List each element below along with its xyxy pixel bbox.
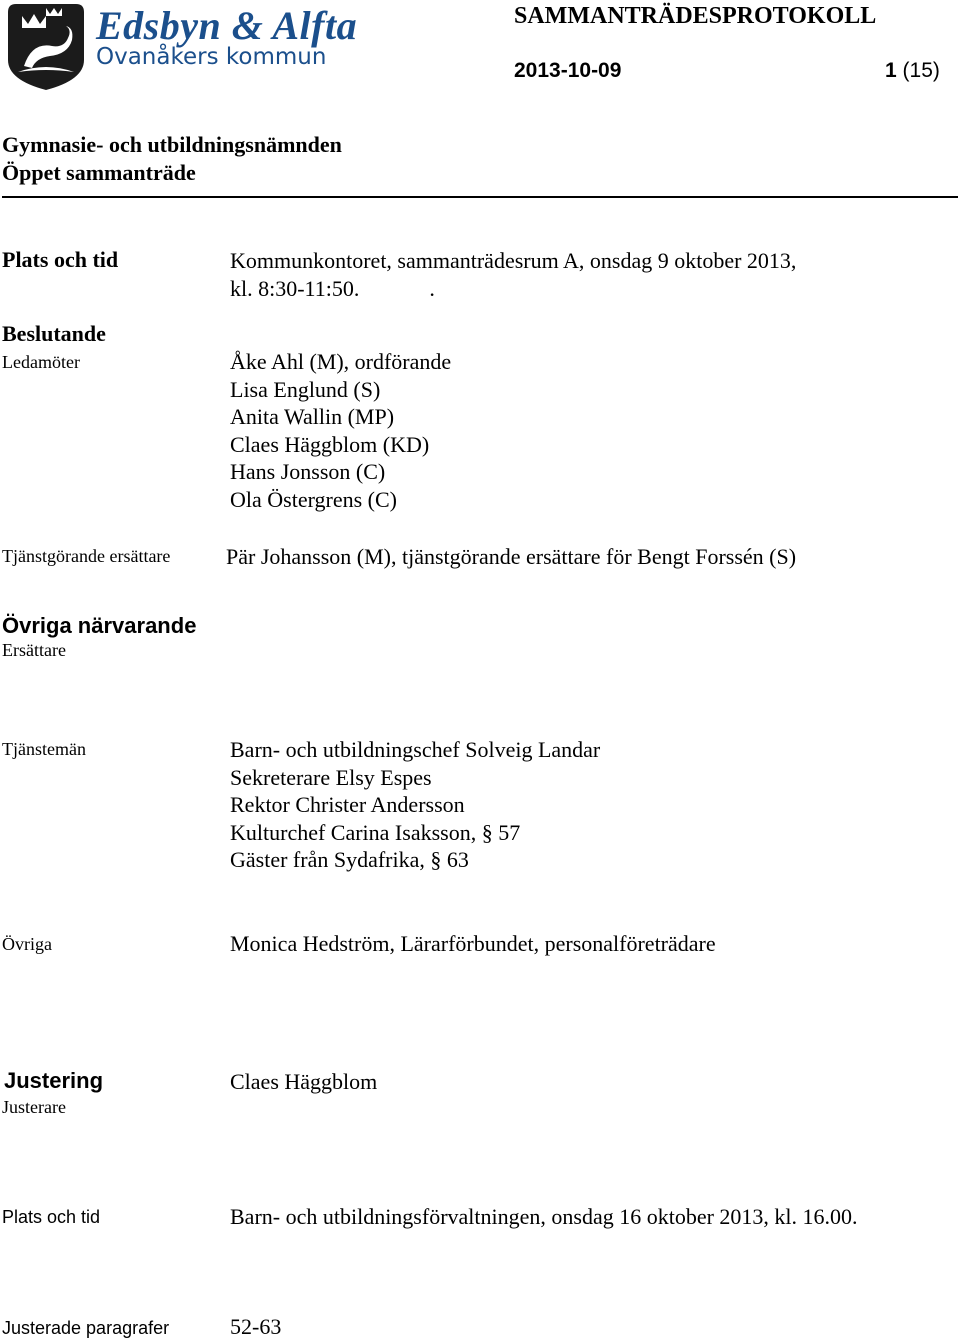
swan-emblem-icon: [2, 2, 90, 92]
plats-line-2: kl. 8:30-11:50. .: [230, 275, 435, 301]
document-date: 2013-10-09: [514, 59, 622, 82]
header-divider: [2, 196, 958, 198]
plats-och-tid-label: Plats och tid: [2, 247, 119, 272]
organ-name: Gymnasie- och utbildningsnämnden: [2, 132, 342, 157]
plats-line-2-dot: .: [429, 275, 435, 301]
tjanstgorande-ersattare-value: Pär Johansson (M), tjänstgörande ersättare för Bengt Forssén (S): [226, 544, 797, 569]
plats-och-tid-value: [230, 247, 796, 302]
tjansteman-list: [230, 736, 600, 874]
page-number: 1: [885, 59, 897, 82]
municipality-logo: [2, 2, 382, 92]
logo-subtitle: Ovanåkers kommun: [96, 44, 327, 70]
plats-line-1: Kommunkontoret, sammanträdesrum A, onsdag 9 oktober 2013,: [230, 248, 797, 273]
ersattare-label: Ersättare: [2, 640, 66, 660]
justering-plats-label: Plats och tid: [2, 1207, 101, 1227]
ovriga-label: Övriga: [2, 934, 52, 954]
tjansteman-item: Rektor Christer Andersson: [230, 792, 465, 818]
tjansteman-label: Tjänstemän: [2, 739, 86, 759]
ledamot-item: Anita Wallin (MP): [230, 404, 395, 430]
justerade-paragrafer-value: 52-63: [230, 1314, 282, 1339]
ledamoter-list: [230, 348, 451, 514]
ledamot-item: Lisa Englund (S): [230, 376, 381, 402]
ledamoter-label: Ledamöter: [2, 352, 80, 372]
justerade-paragrafer-label: Justerade paragrafer: [2, 1318, 170, 1338]
meeting-type: Öppet sammanträde: [2, 160, 196, 185]
ledamot-item: Åke Ahl (M), ordförande: [230, 349, 452, 374]
tjansteman-item: Barn- och utbildningschef Solveig Landar: [230, 737, 601, 762]
tjansteman-item: Gäster från Sydafrika, § 63: [230, 847, 469, 873]
justerare-label: Justerare: [2, 1097, 66, 1117]
ovriga-value: Monica Hedström, Lärarförbundet, personalföreträdare: [230, 931, 716, 956]
ledamot-item: Ola Östergrens (C): [230, 486, 397, 512]
tjansteman-item: Kulturchef Carina Isaksson, § 57: [230, 819, 521, 845]
ovriga-narvarande-heading: Övriga närvarande: [2, 613, 197, 638]
page-total: (15): [902, 59, 940, 82]
page-indicator: [885, 59, 940, 83]
justering-plats-value: Barn- och utbildningsförvaltningen, onsdag 16 oktober 2013, kl. 16.00.: [230, 1204, 858, 1229]
ledamot-item: Claes Häggblom (KD): [230, 431, 430, 457]
tjanstgorande-ersattare-label: Tjänstgörande ersättare: [2, 546, 171, 566]
ledamot-item: Hans Jonsson (C): [230, 459, 386, 485]
document-type: SAMMANTRÄDESPROTOKOLL: [514, 3, 877, 29]
justering-heading: Justering: [4, 1068, 104, 1093]
beslutande-heading: Beslutande: [2, 321, 106, 346]
justerare-value: Claes Häggblom: [230, 1069, 378, 1094]
logo-title: Edsbyn & Alfta: [96, 3, 358, 48]
tjansteman-item: Sekreterare Elsy Espes: [230, 764, 432, 790]
